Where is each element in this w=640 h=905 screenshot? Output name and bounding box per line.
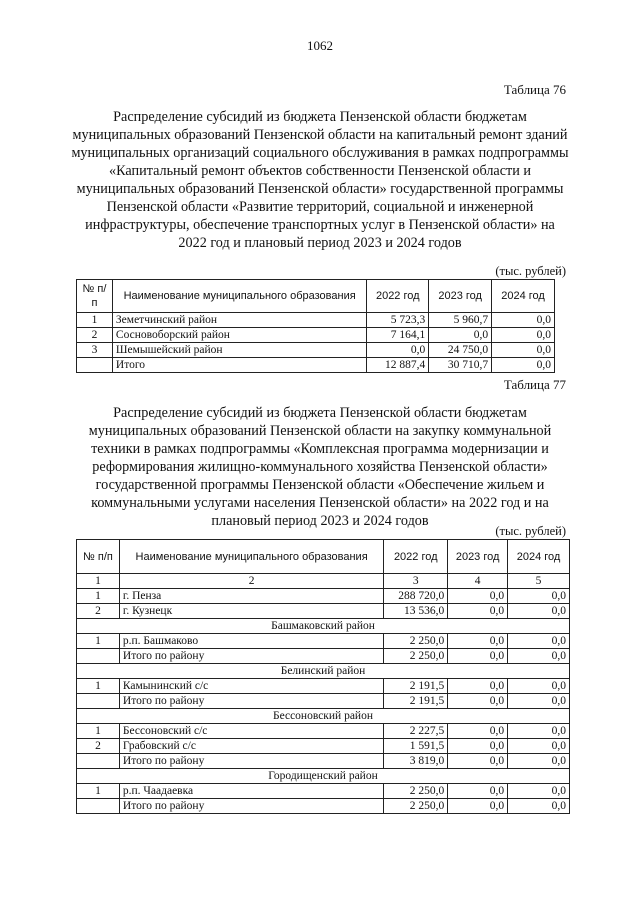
- cell-2024: 0,0: [508, 589, 570, 604]
- section-title: Белинский район: [77, 664, 570, 679]
- cell-2023: 0,0: [448, 694, 508, 709]
- cell-num: [77, 694, 120, 709]
- cell-2024: 0,0: [508, 694, 570, 709]
- cell-name: Камынинский с/с: [119, 679, 383, 694]
- cell-2024: 0,0: [492, 328, 555, 343]
- cell-num: 1: [77, 589, 120, 604]
- cell-2024: 0,0: [508, 739, 570, 754]
- header-2023: 2023 год: [429, 280, 492, 313]
- cell-2022: 3 819,0: [384, 754, 448, 769]
- total-row: [77, 799, 570, 814]
- cell-2024: 0,0: [508, 634, 570, 649]
- table-row: [77, 739, 570, 754]
- header-num: № п/п: [77, 540, 120, 574]
- total-row: [77, 358, 555, 373]
- cell-num: 1: [77, 784, 120, 799]
- table-77-heading: Распределение субсидий из бюджета Пензенской области бюджетам муниципальных образований Пензенской области на закупку коммунальной техники в рамках подпрограммы «Комплексная программа модернизации и реформирования жилищно-коммунального хозяйства Пензенской области» государственной программы Пензенской области «Обеспечение жильем и коммунальными услугами населения Пензенской области» на 2022 год и на плановый период 2023 и 2024 годов: [88, 405, 552, 529]
- header-name: Наименование муниципального образования: [119, 540, 383, 574]
- cell-2023: 0,0: [448, 754, 508, 769]
- header-num: № п/п: [77, 280, 113, 313]
- cell-2023: 30 710,7: [429, 358, 492, 373]
- section-row: [77, 709, 570, 724]
- cell-name: Земетчинский район: [112, 313, 366, 328]
- table-row: [77, 589, 570, 604]
- cell-num: 1: [77, 679, 120, 694]
- cell-2024: 0,0: [492, 313, 555, 328]
- table-row: [77, 724, 570, 739]
- table-row: [77, 604, 570, 619]
- section-title: Городищенский район: [77, 769, 570, 784]
- total-row: [77, 694, 570, 709]
- table-row: [77, 679, 570, 694]
- cell-num: [77, 358, 113, 373]
- table-77: [76, 539, 570, 814]
- cell-2023: 0,0: [448, 799, 508, 814]
- cell-2022: 2 227,5: [384, 724, 448, 739]
- cell-2024: 0,0: [492, 343, 555, 358]
- column-number: 2: [119, 574, 383, 589]
- cell-name: Итого по району: [119, 754, 383, 769]
- table-row: [77, 634, 570, 649]
- cell-2022: 2 250,0: [384, 799, 448, 814]
- table-77-label: Таблица 77: [503, 377, 566, 392]
- section-title: Башмаковский район: [77, 619, 570, 634]
- cell-name: Итого по району: [119, 649, 383, 664]
- cell-2024: 0,0: [508, 784, 570, 799]
- cell-2024: 0,0: [508, 754, 570, 769]
- cell-name: Сосновоборский район: [112, 328, 366, 343]
- column-number: 3: [384, 574, 448, 589]
- cell-name: г. Пенза: [119, 589, 383, 604]
- cell-num: 2: [77, 604, 120, 619]
- column-number-row: [77, 574, 570, 589]
- cell-name: р.п. Чаадаевка: [119, 784, 383, 799]
- cell-num: 2: [77, 739, 120, 754]
- cell-2023: 0,0: [448, 589, 508, 604]
- cell-2022: 2 191,5: [384, 679, 448, 694]
- cell-2022: 5 723,3: [367, 313, 429, 328]
- cell-name: г. Кузнецк: [119, 604, 383, 619]
- cell-2022: 12 887,4: [367, 358, 429, 373]
- cell-2023: 0,0: [448, 724, 508, 739]
- table-77-unit: (тыс. рублей): [495, 524, 566, 538]
- cell-num: [77, 649, 120, 664]
- table-76-label: Таблица 76: [503, 82, 566, 97]
- total-row: [77, 649, 570, 664]
- cell-2022: 7 164,1: [367, 328, 429, 343]
- header-2024: 2024 год: [492, 280, 555, 313]
- cell-name: Шемышейский район: [112, 343, 366, 358]
- table-row: [77, 784, 570, 799]
- cell-2023: 0,0: [448, 739, 508, 754]
- cell-name: Бессоновский с/с: [119, 724, 383, 739]
- cell-2024: 0,0: [508, 724, 570, 739]
- section-row: [77, 664, 570, 679]
- cell-name: Грабовский с/с: [119, 739, 383, 754]
- cell-2023: 0,0: [448, 679, 508, 694]
- table-row: [77, 313, 555, 328]
- column-number: 4: [448, 574, 508, 589]
- cell-2024: 0,0: [508, 679, 570, 694]
- column-number: 1: [77, 574, 120, 589]
- total-row: [77, 754, 570, 769]
- header-2022: 2022 год: [367, 280, 429, 313]
- cell-2023: 0,0: [448, 604, 508, 619]
- cell-2023: 0,0: [448, 784, 508, 799]
- page-number: 1062: [307, 38, 333, 53]
- cell-2024: 0,0: [492, 358, 555, 373]
- header-2024: 2024 год: [508, 540, 570, 574]
- cell-num: [77, 754, 120, 769]
- cell-num: 2: [77, 328, 113, 343]
- cell-num: [77, 799, 120, 814]
- cell-name: Итого: [112, 358, 366, 373]
- table-76-heading: Распределение субсидий из бюджета Пензенской области бюджетам муниципальных образований Пензенской области на капитальный ремонт зданий муниципальных организаций социального обслуживания в рамках подпрограммы «Капитальный ремонт объектов собственности Пензенской области и муниципальных образований Пензенской области» государственной программы Пензенской области «Развитие территорий, социальной и инженерной инфраструктуры, обеспечение транспортных услуг в Пензенской области» на 2022 год и плановый период 2023 и 2024 годов: [71, 109, 569, 251]
- cell-2023: 0,0: [429, 328, 492, 343]
- cell-2023: 5 960,7: [429, 313, 492, 328]
- cell-num: 1: [77, 724, 120, 739]
- cell-2023: 0,0: [448, 634, 508, 649]
- cell-name: Итого по району: [119, 694, 383, 709]
- header-2023: 2023 год: [448, 540, 508, 574]
- section-title: Бессоновский район: [77, 709, 570, 724]
- section-row: [77, 619, 570, 634]
- table-76: [76, 279, 555, 373]
- cell-2022: 288 720,0: [384, 589, 448, 604]
- cell-2022: 2 250,0: [384, 784, 448, 799]
- cell-2022: 1 591,5: [384, 739, 448, 754]
- column-number: 5: [508, 574, 570, 589]
- table-76-unit: (тыс. рублей): [495, 264, 566, 278]
- cell-2024: 0,0: [508, 649, 570, 664]
- cell-num: 1: [77, 313, 113, 328]
- header-2022: 2022 год: [384, 540, 448, 574]
- table-row: [77, 328, 555, 343]
- cell-num: 1: [77, 634, 120, 649]
- cell-2022: 0,0: [367, 343, 429, 358]
- cell-2024: 0,0: [508, 604, 570, 619]
- cell-2022: 2 191,5: [384, 694, 448, 709]
- cell-2023: 0,0: [448, 649, 508, 664]
- cell-2022: 2 250,0: [384, 634, 448, 649]
- cell-name: Итого по району: [119, 799, 383, 814]
- cell-2022: 2 250,0: [384, 649, 448, 664]
- cell-name: р.п. Башмаково: [119, 634, 383, 649]
- header-name: Наименование муниципального образования: [112, 280, 366, 313]
- cell-num: 3: [77, 343, 113, 358]
- cell-2024: 0,0: [508, 799, 570, 814]
- section-row: [77, 769, 570, 784]
- table-row: [77, 343, 555, 358]
- cell-2022: 13 536,0: [384, 604, 448, 619]
- cell-2023: 24 750,0: [429, 343, 492, 358]
